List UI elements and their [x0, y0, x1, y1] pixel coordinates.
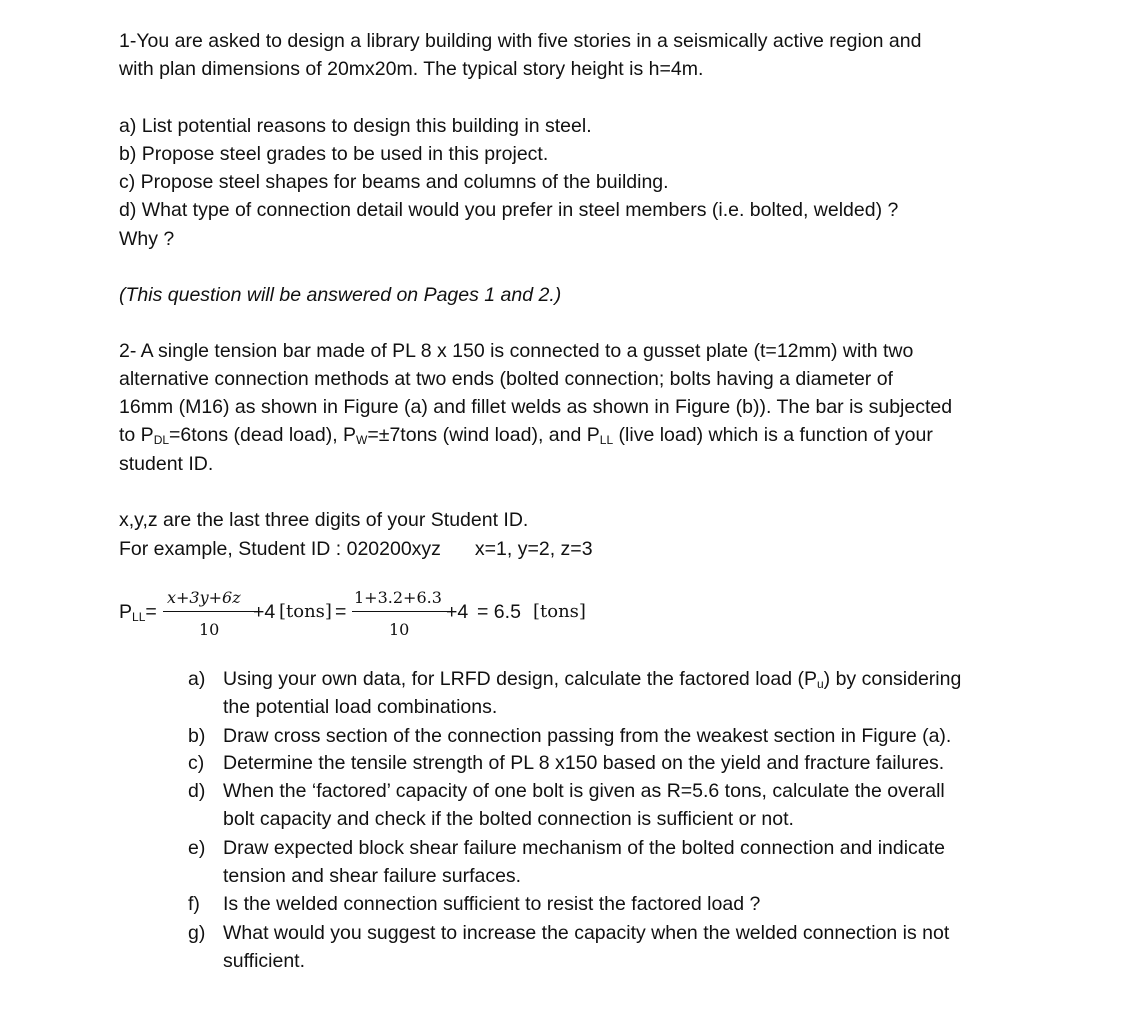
q2-example: For example, Student ID : 020200xyz x=1, y=2, z=3	[119, 538, 593, 560]
q1-part-b: b) Propose steel grades to be used in this project.	[119, 143, 549, 165]
q2-part-f: f) Is the welded connection sufficient to resist the factored load ?	[188, 893, 761, 915]
formula-result: = 6.5	[477, 601, 521, 623]
formula-numerator-1: x+3y+6z	[167, 588, 241, 607]
q1-line-1: 1-You are asked to design a library building with five stories in a seismically active region and	[119, 30, 922, 52]
q1-part-a: a) List potential reasons to design this building in steel.	[119, 115, 592, 137]
q1-part-c: c) Propose steel shapes for beams and columns of the building.	[119, 171, 669, 193]
formula-numerator-2: 1+3.2+6.3	[354, 588, 442, 607]
q2-part-e: e) Draw expected block shear failure mechanism of the bolted connection and indicate tension and shear failure surfaces.	[188, 837, 945, 887]
formula-denominator-2: 10	[389, 620, 410, 639]
formula-denominator-1: 10	[199, 620, 220, 639]
live-load-formula	[119, 584, 719, 644]
formula-tons-1: [tons]	[279, 601, 332, 622]
q2-line-4: to $P_{DL}=6tons$ (dead load), $P_W=\pm 7tons$ (wind load), and $P_{LL}$ (live load) which is a function of your	[119, 424, 933, 447]
q1-line-2: with plan dimensions of 20mx20m. The typical story height is h=4m.	[119, 58, 704, 80]
q1-part-d-line-2: Why ?	[119, 228, 175, 250]
formula-equals-2: =	[335, 601, 347, 623]
q2-line-3: 16mm (M16) as shown in Figure (a) and fillet welds as shown in Figure (b)). The bar is subjected	[119, 396, 953, 418]
q2-part-c: c) Determine the tensile strength of PL 8 x150 based on the yield and fracture failures.	[188, 752, 945, 774]
q2-part-g: g) What would you suggest to increase the capacity when the welded connection is not sufficient.	[188, 922, 950, 972]
fraction-bar-2	[352, 611, 450, 612]
sub-ll: LL	[599, 433, 614, 447]
formula-p: $P_{LL}=$	[119, 601, 157, 624]
formula-plus-4-b: +4	[446, 601, 469, 623]
q2-part-a: a) Using your own data, for LRFD design, calculate the factored load $(P_u)$ by considering the potential load combinations.	[188, 668, 962, 718]
q1-part-d-line-1: d) What type of connection detail would you prefer in steel members (i.e. bolted, welded) ?	[119, 199, 899, 221]
q2-part-d: d) When the ‘factored’ capacity of one bolt is given as R=5.6 tons, calculate the overall bolt capacity and check if the bolted connection is sufficient or not.	[188, 780, 945, 830]
q2-part-b: b) Draw cross section of the connection passing from the weakest section in Figure (a).	[188, 725, 952, 747]
q1-note: (This question will be answered on Pages 1 and 2.)	[119, 284, 562, 306]
q2-line-2: alternative connection methods at two ends (bolted connection; bolts having a diameter of	[119, 368, 893, 390]
q2-line-5: student ID.	[119, 453, 214, 475]
sub-w: W	[356, 433, 368, 447]
sub-dl: DL	[153, 433, 170, 447]
formula-plus-4-a: +4	[253, 601, 276, 623]
q2-line-1: 2- A single tension bar made of PL 8 x 150 is connected to a gusset plate (t=12mm) with two	[119, 340, 914, 362]
formula-tons-2: [tons]	[533, 601, 586, 622]
fraction-bar-1	[163, 611, 261, 612]
q2-xyz-definition: x,y,z are the last three digits of your Student ID.	[119, 509, 529, 531]
